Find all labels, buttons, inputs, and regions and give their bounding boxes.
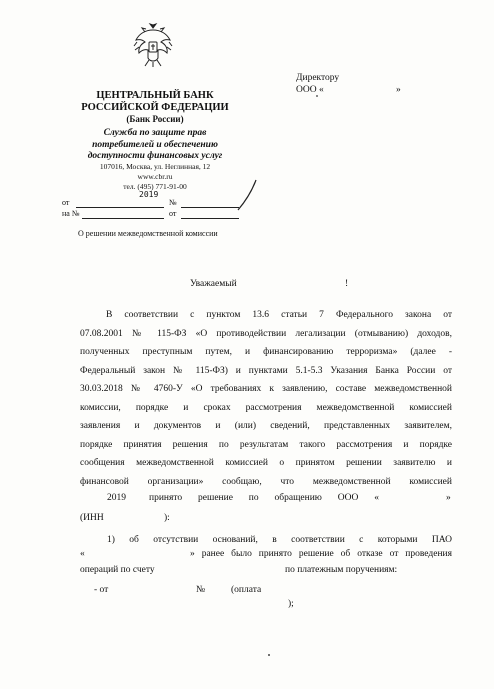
contact-block bbox=[60, 162, 250, 192]
number-field bbox=[181, 207, 239, 208]
org-abbreviation: (Банк России) bbox=[126, 114, 184, 124]
body-line: В соответствии с пунктом 13.6 статьи 7 Федерального закона от bbox=[106, 310, 452, 320]
double-headed-eagle-emblem bbox=[131, 22, 175, 68]
scan-speck bbox=[268, 654, 270, 656]
from-date-field bbox=[76, 207, 164, 208]
date-stamp: 2019 bbox=[139, 190, 159, 199]
body-line: 30.03.2018 № 4760-У «О требованиях к заявлению, составе межведомственной bbox=[80, 384, 452, 394]
body-line: Федеральный закон № 115-ФЗ) и пунктами 5.1-5.3 Указания Банка России от bbox=[80, 365, 452, 376]
service-line2: потребителей и обеспечению bbox=[92, 139, 218, 150]
inn-close: ): bbox=[164, 513, 170, 523]
scan-speck bbox=[316, 95, 318, 97]
item1-account-label: операций по счету bbox=[80, 565, 155, 575]
body-paragraph-1 bbox=[80, 306, 452, 491]
letter-subject: О решении межведомственной комиссии bbox=[78, 229, 218, 238]
org-title bbox=[60, 90, 250, 114]
addressee-title: Директору bbox=[296, 73, 340, 83]
greeting-word: Уважаемый bbox=[190, 279, 237, 289]
service-name bbox=[60, 128, 250, 163]
service-line3: доступности финансовых услуг bbox=[87, 151, 223, 161]
service-line1: Служба по защите прав bbox=[103, 128, 207, 138]
on-number-field bbox=[82, 218, 164, 219]
address: 107016, Москва, ул. Неглинная, 12 bbox=[99, 162, 211, 171]
item1-line1: 1) об отсутствии оснований, в соответствии с которыми ПАО bbox=[107, 535, 452, 545]
decision-year: 2019 bbox=[107, 493, 126, 503]
body-line: сообщения межведомственной комиссией о принятом решении заявителю и bbox=[80, 458, 452, 468]
payment-item-end: ); bbox=[288, 599, 294, 609]
payment-item-number: № bbox=[196, 585, 206, 595]
phone: тел. (495) 771-91-00 bbox=[123, 182, 187, 191]
payment-item-purpose: (оплата bbox=[231, 585, 262, 595]
body-line: финансовой организации» сообщаю, что межведомственной комиссией bbox=[80, 476, 452, 487]
from-label: от bbox=[62, 198, 70, 207]
org-name-line1: ЦЕНТРАЛЬНЫЙ БАНК bbox=[96, 90, 214, 101]
body-line: заявления и документов и (или) сведений, представленных заявителем, bbox=[80, 421, 452, 431]
body-line: 07.08.2001 № 115-ФЗ «О противодействии легализации (отмыванию) доходов, bbox=[80, 328, 452, 339]
addressee-company-prefix: ООО « bbox=[296, 85, 324, 95]
org-name-line2: РОССИЙСКОЙ ФЕДЕРАЦИИ bbox=[81, 102, 229, 113]
decision-accepted-text: принято решение по обращению ООО « bbox=[149, 493, 379, 503]
on-number-label: на № bbox=[62, 209, 80, 218]
body-line: порядке принятия решения по результатам такого рассмотрения и порядке bbox=[80, 439, 452, 450]
decision-company-close: » bbox=[446, 493, 451, 503]
on-from-field bbox=[181, 218, 239, 219]
item1-quote-open: « bbox=[80, 549, 85, 559]
payment-item-from: - от bbox=[94, 585, 109, 595]
on-from-label: от bbox=[169, 209, 177, 218]
body-line: полученных преступным путем, и финансированию терроризма» (далее - bbox=[80, 347, 452, 357]
addressee-company-suffix: » bbox=[396, 85, 401, 95]
greeting-exclamation: ! bbox=[345, 279, 349, 289]
item1-line2: » ранее было принято решение об отказе от проведения bbox=[190, 549, 452, 559]
inn-open: (ИНН bbox=[80, 513, 104, 523]
item1-payment-orders: по платежным поручениям: bbox=[285, 565, 398, 575]
addressee-block bbox=[296, 72, 406, 96]
signature-slash bbox=[236, 178, 258, 212]
body-line: комиссии, порядке и сроках рассмотрения межведомственной комиссией bbox=[80, 402, 452, 413]
number-label: № bbox=[169, 198, 177, 207]
website: www.cbr.ru bbox=[137, 172, 173, 181]
